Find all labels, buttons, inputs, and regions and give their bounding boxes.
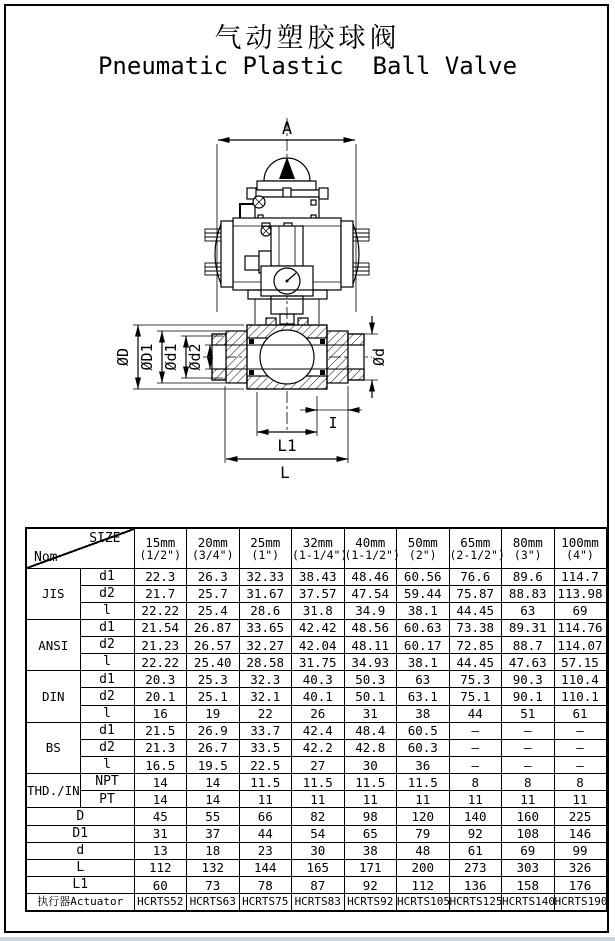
value-cell: 21.23 [134,637,187,654]
value-cell: 38.43 [292,568,345,585]
value-cell: 303 [502,859,555,876]
value-cell: 27 [292,757,345,774]
value-cell: 55 [187,808,240,825]
param-cell: L [26,859,134,876]
value-cell: 38.1 [397,602,450,619]
dim-label-phi-d2: Ød2 [186,343,204,371]
value-cell: 54 [292,825,345,842]
size-inch-label: (2-1/2") [449,547,505,562]
value-cell: 48.4 [344,722,397,739]
value-cell: 75.3 [449,671,502,688]
table-row [26,637,607,654]
value-cell: 25.4 [187,602,240,619]
value-cell: 200 [397,859,450,876]
value-cell: 114.7 [554,568,607,585]
size-column-header [554,528,607,568]
value-cell: – [502,757,555,774]
param-cell: l [80,757,134,774]
value-cell: 16.5 [134,757,187,774]
value-cell: 63 [397,671,450,688]
value-cell: 50.3 [344,671,397,688]
size-inch-label: (3") [513,547,542,562]
value-cell: 73.38 [449,619,502,636]
table-row [26,808,607,825]
standard-group-cell: BS [26,722,80,773]
drawing-lines [133,118,378,463]
param-cell: d1 [80,568,134,585]
param-cell: 执行器Actuator [26,894,134,911]
value-cell: 72.85 [449,637,502,654]
value-cell: 22.5 [239,757,292,774]
param-cell: d [26,842,134,859]
dim-label-L1: L1 [277,436,297,455]
value-cell: 45 [134,808,187,825]
value-cell: 11 [502,791,555,808]
value-cell: 88.7 [502,637,555,654]
value-cell: 19 [187,705,240,722]
value-cell: 21.54 [134,619,187,636]
table-row [26,757,607,774]
value-cell: 61 [449,842,502,859]
value-cell: 25.1 [187,688,240,705]
value-cell: 31.75 [292,654,345,671]
param-cell: d1 [80,671,134,688]
value-cell: 136 [449,877,502,894]
nom-header-label: Nom [34,549,58,565]
value-cell: 92 [344,877,397,894]
table-row [26,739,607,756]
value-cell: 69 [502,842,555,859]
value-cell: 37.57 [292,585,345,602]
value-cell: 50.1 [344,688,397,705]
table-row [26,688,607,705]
value-cell: 19.5 [187,757,240,774]
value-cell: 44 [239,825,292,842]
size-inch-label: (1/2") [139,547,182,562]
value-cell: – [449,739,502,756]
value-cell: 42.2 [292,739,345,756]
value-cell: 21.7 [134,585,187,602]
value-cell: 38 [397,705,450,722]
size-header-label: SIZE [89,531,121,546]
value-cell: 31 [344,705,397,722]
param-cell: L1 [26,877,134,894]
size-inch-label: (2") [408,547,437,562]
table-row [26,654,607,671]
corner-header-cell [26,528,134,568]
value-cell: 20.1 [134,688,187,705]
value-cell: 42.4 [292,722,345,739]
dim-label-phi-D1: ØD1 [138,343,156,371]
value-cell: 11 [292,791,345,808]
value-cell: 32.33 [239,568,292,585]
value-cell: 76.6 [449,568,502,585]
value-cell: 44 [449,705,502,722]
value-cell: 11 [397,791,450,808]
size-mm-label: 50mm [407,534,438,550]
value-cell: 21.5 [134,722,187,739]
value-cell: 51 [502,705,555,722]
param-cell: l [80,654,134,671]
value-cell: 38 [344,842,397,859]
value-cell: 14 [134,791,187,808]
value-cell: 59.44 [397,585,450,602]
value-cell: 47.54 [344,585,397,602]
param-cell: D [26,808,134,825]
value-cell: 87 [292,877,345,894]
value-cell: – [554,739,607,756]
value-cell: 26 [292,705,345,722]
value-cell: – [449,722,502,739]
value-cell: 26.87 [187,619,240,636]
value-cell: 120 [397,808,450,825]
param-cell: PT [80,791,134,808]
value-cell: 61 [554,705,607,722]
value-cell: 38.1 [397,654,450,671]
dim-label-phi-d1: Ød1 [162,343,180,371]
value-cell: 99 [554,842,607,859]
size-mm-label: 32mm [302,534,333,550]
size-mm-label: 65mm [460,534,491,550]
page-title-english: Pneumatic Plastic Ball Valve [97,52,518,80]
table-row [26,671,607,688]
value-cell: 165 [292,859,345,876]
value-cell: 31 [134,825,187,842]
value-cell: 40.1 [292,688,345,705]
value-cell: 60.17 [397,637,450,654]
size-mm-label: 25mm [250,534,281,550]
value-cell: 82 [292,808,345,825]
value-cell: HCRTS75 [239,894,292,911]
value-cell: 22.22 [134,654,187,671]
standard-group-cell: DIN [26,671,80,722]
value-cell: 48.46 [344,568,397,585]
size-inch-label: (1-1/4") [292,547,348,562]
value-cell: 22.22 [134,602,187,619]
value-cell: 89.31 [502,619,555,636]
value-cell: 8 [554,774,607,791]
value-cell: 60.3 [397,739,450,756]
param-cell: d2 [80,637,134,654]
value-cell: 73 [187,877,240,894]
value-cell: 44.45 [449,654,502,671]
value-cell: 158 [502,877,555,894]
param-cell: d1 [80,722,134,739]
table-row [26,894,607,911]
value-cell: 32.3 [239,671,292,688]
value-cell: 132 [187,859,240,876]
value-cell: 33.7 [239,722,292,739]
value-cell: 8 [449,774,502,791]
value-cell: 79 [397,825,450,842]
param-cell: l [80,602,134,619]
value-cell: 42.42 [292,619,345,636]
value-cell: 11.5 [397,774,450,791]
size-inch-label: (1") [251,547,280,562]
value-cell: 63 [502,602,555,619]
page-title-chinese: 气动塑胶球阀 [214,23,401,54]
value-cell: 26.57 [187,637,240,654]
value-cell: 42.04 [292,637,345,654]
standard-group-cell: JIS [26,568,80,619]
value-cell: 32.1 [239,688,292,705]
value-cell: 22 [239,705,292,722]
value-cell: 75.1 [449,688,502,705]
value-cell: 66 [239,808,292,825]
table-row [26,568,607,585]
standard-group-cell: THD./IN [26,774,80,808]
value-cell: 60.63 [397,619,450,636]
size-inch-label: (1-1/2") [344,547,400,562]
table-row [26,705,607,722]
param-cell: d2 [80,739,134,756]
value-cell: 42.8 [344,739,397,756]
param-cell: l [80,705,134,722]
value-cell: 113.98 [554,585,607,602]
table-row [26,877,607,894]
value-cell: 16 [134,705,187,722]
value-cell: 14 [134,774,187,791]
value-cell: 98 [344,808,397,825]
table-row [26,585,607,602]
size-column-header [134,528,187,568]
value-cell: 75.87 [449,585,502,602]
value-cell: 11 [449,791,502,808]
value-cell: 11 [239,791,292,808]
value-cell: 36 [397,757,450,774]
value-cell: 47.63 [502,654,555,671]
size-column-header [292,528,348,568]
value-cell: 326 [554,859,607,876]
value-cell: HCRTS92 [344,894,397,911]
size-inch-label: (3/4") [191,547,234,562]
value-cell: 23 [239,842,292,859]
value-cell: HCRTS190 [554,894,607,911]
table-row [26,842,607,859]
value-cell: 144 [239,859,292,876]
value-cell: 110.4 [554,671,607,688]
value-cell: 11.5 [344,774,397,791]
dim-label-phi-D: ØD [114,347,132,367]
value-cell: 11 [554,791,607,808]
value-cell: 13 [134,842,187,859]
value-cell: 89.6 [502,568,555,585]
value-cell: 34.93 [344,654,397,671]
table-row [26,859,607,876]
size-column-header [239,528,292,568]
param-cell: NPT [80,774,134,791]
dim-label-L: L [280,463,290,482]
value-cell: 176 [554,877,607,894]
value-cell: 14 [187,791,240,808]
value-cell: 90.1 [502,688,555,705]
size-mm-label: 15mm [145,534,176,550]
value-cell: 40.3 [292,671,345,688]
window-bottom-edge [0,937,615,941]
value-cell: 33.65 [239,619,292,636]
value-cell: – [554,757,607,774]
value-cell: 11.5 [292,774,345,791]
size-column-header [187,528,240,568]
value-cell: HCRTS52 [134,894,187,911]
param-cell: d2 [80,688,134,705]
size-mm-label: 20mm [197,534,228,550]
size-column-header [449,528,505,568]
value-cell: 90.3 [502,671,555,688]
value-cell: 69 [554,602,607,619]
size-column-header [397,528,450,568]
union-nut-right [327,331,348,383]
value-cell: 63.1 [397,688,450,705]
value-cell: 25.7 [187,585,240,602]
value-cell: 34.9 [344,602,397,619]
param-cell: d2 [80,585,134,602]
value-cell: 11 [344,791,397,808]
value-cell: 112 [397,877,450,894]
value-cell: 31.67 [239,585,292,602]
value-cell: 108 [502,825,555,842]
value-cell: 112 [134,859,187,876]
table-row [26,825,607,842]
value-cell: 37 [187,825,240,842]
value-cell: – [449,757,502,774]
value-cell: 28.58 [239,654,292,671]
value-cell: HCRTS83 [292,894,345,911]
value-cell: 28.6 [239,602,292,619]
value-cell: 30 [344,757,397,774]
value-cell: 114.76 [554,619,607,636]
table-row [26,774,607,791]
value-cell: – [502,739,555,756]
table-row [26,602,607,619]
value-cell: 44.45 [449,602,502,619]
value-cell: 21.3 [134,739,187,756]
standard-group-cell: ANSI [26,619,80,670]
value-cell: 57.15 [554,654,607,671]
table-row [26,791,607,808]
value-cell: 160 [502,808,555,825]
dim-label-phi-d: Ød [370,347,388,367]
value-cell: 48 [397,842,450,859]
size-column-header [502,528,555,568]
value-cell: 18 [187,842,240,859]
size-inch-label: (4") [566,547,594,562]
value-cell: 30 [292,842,345,859]
value-cell: 33.5 [239,739,292,756]
value-cell: 20.3 [134,671,187,688]
value-cell: – [554,722,607,739]
value-cell: 11.5 [239,774,292,791]
value-cell: 22.3 [134,568,187,585]
dimension-spec-table [25,527,608,912]
value-cell: 48.56 [344,619,397,636]
value-cell: 140 [449,808,502,825]
value-cell: 31.8 [292,602,345,619]
ball [260,330,314,384]
value-cell: HCRTS125 [449,894,502,911]
union-nut-left [226,331,247,383]
size-mm-label: 40mm [355,534,386,550]
regulator-body [271,226,303,266]
param-cell: D1 [26,825,134,842]
value-cell: 110.1 [554,688,607,705]
value-cell: 273 [449,859,502,876]
value-cell: 60.56 [397,568,450,585]
table-header-row [26,528,607,568]
value-cell: 88.83 [502,585,555,602]
value-cell: 60 [134,877,187,894]
value-cell: 25.3 [187,671,240,688]
value-cell: 60.5 [397,722,450,739]
table-row [26,722,607,739]
value-cell: 225 [554,808,607,825]
value-cell: 26.7 [187,739,240,756]
value-cell: – [502,722,555,739]
size-mm-label: 80mm [512,534,543,550]
value-cell: 65 [344,825,397,842]
value-cell: 48.11 [344,637,397,654]
value-cell: 26.9 [187,722,240,739]
dim-label-A: A [281,119,293,139]
value-cell: 26.3 [187,568,240,585]
value-cell: 171 [344,859,397,876]
param-cell: d1 [80,619,134,636]
value-cell: HCRTS105 [397,894,450,911]
value-cell: 32.27 [239,637,292,654]
size-mm-label: 100mm [561,534,599,550]
value-cell: 114.07 [554,637,607,654]
value-cell: HCRTS63 [187,894,240,911]
value-cell: 92 [449,825,502,842]
value-cell: HCRTS140 [502,894,555,911]
size-column-header [344,528,400,568]
dim-label-I: I [328,414,338,432]
table-row [26,619,607,636]
value-cell: 8 [502,774,555,791]
value-cell: 146 [554,825,607,842]
value-cell: 78 [239,877,292,894]
value-cell: 25.40 [187,654,240,671]
value-cell: 14 [187,774,240,791]
